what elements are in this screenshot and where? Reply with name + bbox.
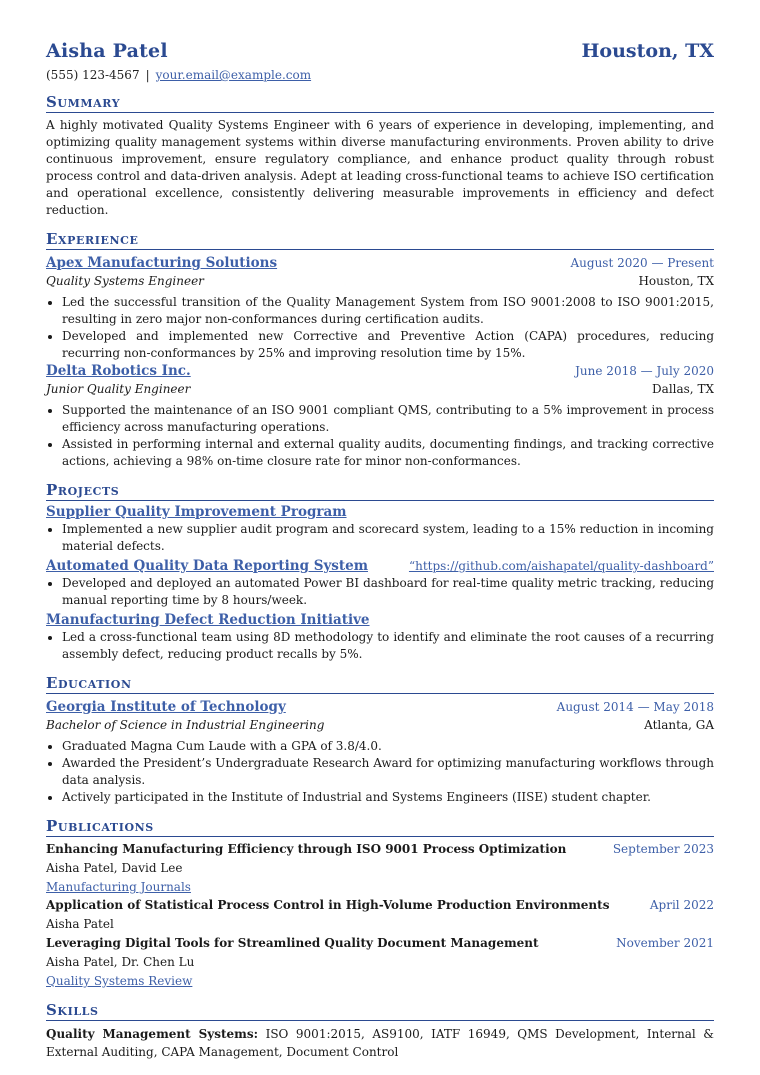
job-title: Junior Quality Engineer	[46, 382, 191, 396]
bullet-item: • Implemented a new supplier audit program and scorecard system, leading to a 15% reduction in incoming material defects.	[62, 521, 714, 555]
bullet-item: • Awarded the President’s Undergraduate Research Award for optimizing manufacturing workflows through data analysis.	[62, 755, 714, 789]
section-title-experience: Experience	[46, 230, 714, 250]
experience-entry	[46, 254, 714, 362]
section-title-skills: Skills	[46, 1001, 714, 1021]
contact-line	[46, 68, 714, 82]
email-link[interactable]: your.email@example.com	[155, 68, 312, 82]
publication-title: Leveraging Digital Tools for Streamlined Quality Document Management	[46, 936, 539, 950]
skills-category-label: Quality Management Systems:	[46, 1027, 259, 1041]
job-title: Quality Systems Engineer	[46, 274, 204, 288]
bullet-item: • Led the successful transition of the Quality Management System from ISO 9001:2008 to ISO 9001:2015, resulting in zero major non-conformances during certification audits.	[62, 294, 714, 328]
contact-separator: |	[145, 68, 150, 82]
project-bullets	[46, 521, 714, 555]
job-location: Houston, TX	[638, 274, 714, 288]
publication-date: April 2022	[649, 898, 714, 912]
publication-entry	[46, 840, 714, 896]
education-dates: August 2014 — May 2018	[556, 700, 714, 714]
section-title-education: Education	[46, 674, 714, 694]
section-title-summary: Summary	[46, 93, 714, 113]
degree: Bachelor of Science in Industrial Engineering	[46, 718, 325, 732]
publication-title: Application of Statistical Process Control in High-Volume Production Environments	[46, 898, 610, 912]
phone-number: (555) 123-4567	[46, 68, 140, 82]
experience-bullets	[46, 294, 714, 362]
publication-authors: Aisha Patel, David Lee	[46, 861, 183, 875]
project-bullets	[46, 575, 714, 609]
employer-link[interactable]: Apex Manufacturing Solutions	[46, 255, 278, 271]
employer-link[interactable]: Delta Robotics Inc.	[46, 363, 191, 379]
publication-authors: Aisha Patel	[46, 917, 114, 931]
bullet-item: • Assisted in performing internal and external quality audits, documenting findings, and tracking corrective actions, achieving a 98% on-time closure rate for minor non-conformances.	[62, 436, 714, 470]
bullet-item: • Developed and implemented new Corrective and Preventive Action (CAPA) procedures, reducing recurring non-conformances by 25% and improving resolution time by 15%.	[62, 328, 714, 362]
bullet-item: • Led a cross-functional team using 8D methodology to identify and eliminate the root causes of a recurring assembly defect, reducing product recalls by 5%.	[62, 629, 714, 663]
bullet-item: • Graduated Magna Cum Laude with a GPA of 3.8/4.0.	[62, 738, 714, 755]
publication-venue-link[interactable]: Manufacturing Journals	[46, 880, 191, 894]
skills-list: ISO 9001:2015, AS9100, IATF 16949, QMS Development, Internal & External Auditing, CAPA Management, Document Control	[46, 1027, 714, 1059]
project-entry	[46, 557, 714, 609]
job-location: Dallas, TX	[652, 382, 714, 396]
candidate-name: Aisha Patel	[46, 40, 168, 62]
school-location: Atlanta, GA	[644, 718, 714, 732]
section-title-projects: Projects	[46, 481, 714, 501]
skills-line	[46, 1025, 714, 1061]
school-link[interactable]: Georgia Institute of Technology	[46, 699, 286, 715]
section-title-publications: Publications	[46, 817, 714, 837]
publication-entry	[46, 934, 714, 990]
bullet-item: • Actively participated in the Institute of Industrial and Systems Engineers (IISE) student chapter.	[62, 789, 714, 806]
education-entry	[46, 698, 714, 806]
experience-bullets	[46, 402, 714, 470]
education-bullets	[46, 738, 714, 806]
bullet-item: • Developed and deployed an automated Power BI dashboard for real-time quality metric tracking, reducing manual reporting time by 8 hours/week.	[62, 575, 714, 609]
publication-title: Enhancing Manufacturing Efficiency through ISO 9001 Process Optimization	[46, 842, 567, 856]
resume-header	[46, 0, 714, 62]
publication-entry	[46, 896, 714, 934]
employment-dates: June 2018 — July 2020	[575, 364, 714, 378]
summary-text: A highly motivated Quality Systems Engineer with 6 years of experience in developing, implementing, and optimizing quality management systems within diverse manufacturing environments. Proven ability to drive continuous improvement, ensure regulatory compliance, and enhance product quality through robust process control and data-driven analysis. Adept at leading cross-functional teams to achieve ISO certification and operational excellence, consistently delivering measurable improvements in efficiency and defect reduction.	[46, 118, 714, 217]
publication-date: September 2023	[612, 842, 714, 856]
project-bullets	[46, 629, 714, 663]
project-entry	[46, 503, 714, 555]
project-entry	[46, 611, 714, 663]
publication-venue-link[interactable]: Quality Systems Review	[46, 974, 193, 988]
project-title-link[interactable]: Automated Quality Data Reporting System	[46, 558, 369, 574]
project-title-link[interactable]: Manufacturing Defect Reduction Initiative	[46, 612, 370, 628]
experience-entry	[46, 362, 714, 470]
bullet-item: • Supported the maintenance of an ISO 9001 compliant QMS, contributing to a 5% improvement in process efficiency across manufacturing operations.	[62, 402, 714, 436]
publication-authors: Aisha Patel, Dr. Chen Lu	[46, 955, 195, 969]
publication-date: November 2021	[616, 936, 714, 950]
project-repo-link[interactable]: “https://github.com/aishapatel/quality-dashboard”	[408, 559, 714, 573]
employment-dates: August 2020 — Present	[570, 256, 714, 270]
candidate-location: Houston, TX	[581, 40, 714, 62]
project-title-link[interactable]: Supplier Quality Improvement Program	[46, 504, 347, 520]
